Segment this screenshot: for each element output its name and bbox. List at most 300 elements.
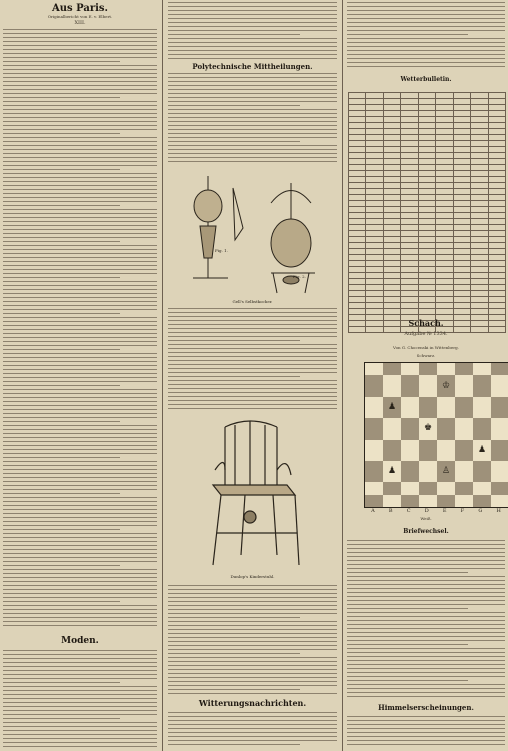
text-line [168, 404, 337, 405]
text-line [168, 157, 337, 158]
text-line [168, 384, 337, 385]
text-line [168, 392, 337, 393]
text-line [168, 685, 337, 686]
board-square [419, 461, 437, 482]
text-line [347, 58, 505, 59]
board-square [401, 461, 419, 482]
chess-piece: ♟ [387, 401, 397, 412]
board-square [401, 440, 419, 461]
text-line [3, 337, 157, 338]
text-line [3, 746, 157, 747]
column-polytechnic [165, 0, 340, 708]
text-line [3, 45, 157, 46]
text-line [3, 625, 157, 626]
text-line [347, 38, 505, 39]
text-line [347, 652, 505, 653]
text-line [3, 89, 157, 90]
board-square [365, 482, 383, 494]
text-line [3, 61, 120, 62]
board-square [455, 440, 473, 461]
text-line [3, 305, 157, 306]
text-line [3, 734, 157, 735]
text-line [168, 677, 337, 678]
text-line [3, 257, 157, 258]
text-line [3, 658, 157, 659]
text-line [3, 345, 157, 346]
board-square [383, 440, 401, 461]
text-line [3, 501, 157, 502]
text-line [3, 714, 157, 715]
chess-board [364, 362, 508, 508]
board-square [455, 495, 473, 507]
board-square [455, 461, 473, 482]
board-square [383, 375, 401, 396]
board-square [437, 363, 455, 375]
text-line [347, 66, 505, 67]
text-line [347, 544, 505, 545]
board-square [401, 495, 419, 507]
board-square [491, 440, 508, 461]
text-line [168, 372, 337, 373]
text-line [3, 189, 157, 190]
text-line [3, 662, 157, 663]
text-line [347, 6, 505, 7]
text-line [3, 573, 157, 574]
weather-table [348, 92, 506, 333]
text-line [3, 237, 157, 238]
text-line [3, 441, 157, 442]
text-line [3, 690, 157, 691]
board-square [419, 440, 437, 461]
text-line [3, 333, 157, 334]
text-line [3, 269, 157, 270]
text-line [168, 716, 337, 717]
text-line [3, 85, 157, 86]
text-line [3, 169, 120, 170]
text-line [3, 201, 157, 202]
text-line [3, 585, 157, 586]
text-line [347, 572, 468, 573]
text-line [3, 401, 157, 402]
text-line [3, 666, 157, 667]
text-line [347, 624, 505, 625]
text-line [3, 57, 157, 58]
text-line [168, 356, 337, 357]
text-line [347, 672, 505, 673]
text-line [3, 157, 157, 158]
chess-piece: ♟ [387, 466, 397, 477]
board-square [455, 482, 473, 494]
text-line [3, 730, 157, 731]
text-line [3, 413, 157, 414]
text-line [3, 233, 157, 234]
white-label: Weiß. [420, 516, 432, 521]
text-line [3, 445, 157, 446]
text-line [168, 10, 337, 11]
board-square [365, 363, 383, 375]
file-label: G [478, 508, 483, 514]
text-line [168, 50, 337, 51]
text-line [347, 688, 505, 689]
text-line [3, 377, 157, 378]
text-line [3, 293, 157, 294]
text-line [3, 253, 157, 254]
text-line [168, 328, 337, 329]
text-line [347, 548, 505, 549]
text-line [168, 344, 337, 345]
text-line [3, 49, 157, 50]
text-line [3, 726, 157, 727]
text-line [168, 408, 337, 409]
text-line [3, 261, 157, 262]
text-line [3, 541, 157, 542]
text-line [168, 133, 337, 134]
text-line [3, 694, 157, 695]
text-line [168, 396, 337, 397]
weather-bulletin-heading: Wetterbulletin. [400, 76, 452, 83]
text-line [168, 645, 337, 646]
text-line [168, 621, 337, 622]
text-line [3, 682, 120, 683]
text-line [347, 18, 505, 19]
text-line [3, 149, 157, 150]
text-line [3, 285, 157, 286]
text-line [347, 14, 505, 15]
text-line [168, 388, 337, 389]
text-line [168, 153, 337, 154]
board-file-labels [364, 508, 508, 514]
board-square [365, 440, 383, 461]
text-line [3, 209, 157, 210]
text-line [3, 281, 157, 282]
text-line [3, 485, 157, 486]
board-square [491, 461, 508, 482]
text-line [347, 584, 505, 585]
chair-article-text [165, 585, 340, 697]
text-line [3, 353, 157, 354]
column-divider [162, 0, 163, 751]
text-line [168, 54, 337, 55]
text-line [3, 177, 157, 178]
text-line [3, 289, 157, 290]
text-line [3, 309, 157, 310]
board-square [473, 363, 491, 375]
text-line [347, 26, 505, 27]
kinderstuhl-illustration [195, 415, 305, 570]
text-line [3, 437, 157, 438]
text-line [3, 565, 120, 566]
text-line [168, 113, 337, 114]
text-line [168, 340, 300, 341]
text-line [3, 297, 157, 298]
text-line [347, 744, 505, 745]
text-line [3, 73, 157, 74]
text-line [168, 141, 300, 142]
chess-piece: ♟ [477, 444, 487, 455]
board-square [437, 482, 455, 494]
board-square [401, 363, 419, 375]
board-square [455, 363, 473, 375]
text-line [3, 161, 157, 162]
text-line [3, 273, 157, 274]
file-label: F [460, 508, 465, 514]
text-line [3, 181, 157, 182]
text-line [3, 722, 157, 723]
text-line [3, 213, 157, 214]
chess-piece: ♔ [441, 380, 451, 391]
text-line [168, 649, 337, 650]
text-line [347, 668, 505, 669]
board-square [365, 397, 383, 418]
text-line [168, 657, 337, 658]
text-line [347, 30, 505, 31]
board-square [473, 375, 491, 396]
text-line [347, 736, 505, 737]
correspondence-text [344, 540, 508, 700]
text-line [168, 693, 337, 694]
text-line [3, 69, 157, 70]
text-line [347, 664, 505, 665]
text-line [347, 732, 505, 733]
text-line [3, 245, 157, 246]
celestial-heading: Himmelserscheinungen. [378, 703, 474, 712]
text-line [3, 37, 157, 38]
text-line [168, 129, 337, 130]
text-line [3, 601, 120, 602]
text-line [347, 660, 505, 661]
board-square [419, 482, 437, 494]
text-line [3, 165, 157, 166]
text-line [168, 34, 300, 35]
text-line [3, 153, 157, 154]
text-line [168, 58, 337, 59]
column-divider [342, 0, 343, 751]
text-line [3, 221, 157, 222]
board-square [473, 440, 491, 461]
text-line [3, 137, 157, 138]
text-line [168, 681, 337, 682]
chess-piece: ♙ [441, 466, 451, 477]
text-line [3, 477, 157, 478]
text-line [347, 656, 505, 657]
text-line [347, 716, 505, 717]
text-line [3, 33, 157, 34]
text-line [3, 698, 157, 699]
text-line [347, 632, 505, 633]
board-square [383, 397, 401, 418]
board-square [419, 495, 437, 507]
text-line [3, 597, 157, 598]
board-square [491, 482, 508, 494]
text-line [3, 357, 157, 358]
text-line [3, 93, 157, 94]
text-line [347, 22, 505, 23]
board-square [473, 418, 491, 439]
text-line [347, 576, 505, 577]
text-line [3, 313, 120, 314]
text-line [168, 380, 337, 381]
text-line [3, 674, 157, 675]
text-line [347, 692, 505, 693]
file-label: E [442, 508, 447, 514]
text-line [168, 352, 337, 353]
text-line [347, 604, 505, 605]
board-square [455, 418, 473, 439]
file-label: B [388, 508, 393, 514]
text-line [3, 738, 157, 739]
text-line [3, 173, 157, 174]
board-square [473, 482, 491, 494]
text-line [3, 521, 157, 522]
text-line [3, 321, 157, 322]
text-line [347, 696, 505, 697]
text-line [347, 724, 505, 725]
text-line [168, 732, 337, 733]
text-line [168, 73, 337, 74]
board-square [365, 375, 383, 396]
text-line [168, 14, 337, 15]
board-square [473, 397, 491, 418]
text-line [347, 540, 505, 541]
polytechnic-heading: Polytechnische Mittheilungen. [192, 62, 313, 71]
text-line [168, 637, 337, 638]
moden-article-text [0, 650, 160, 750]
board-square [365, 418, 383, 439]
text-line [347, 560, 505, 561]
text-line [347, 556, 505, 557]
text-line [3, 349, 120, 350]
board-square [473, 461, 491, 482]
text-line [3, 569, 157, 570]
text-line [3, 561, 157, 562]
text-line [347, 648, 505, 649]
text-line [168, 109, 337, 110]
text-line [3, 517, 157, 518]
text-line [3, 621, 157, 622]
text-line [168, 360, 337, 361]
text-line [168, 30, 337, 31]
text-line [168, 336, 337, 337]
text-line [3, 53, 157, 54]
text-line [3, 417, 157, 418]
text-line [168, 689, 300, 690]
text-line [3, 109, 157, 110]
text-line [168, 673, 337, 674]
text-line [3, 497, 157, 498]
text-line [168, 720, 337, 721]
text-line [168, 81, 337, 82]
text-line [3, 265, 157, 266]
board-square [437, 461, 455, 482]
text-line [3, 457, 120, 458]
file-label: C [406, 508, 411, 514]
text-line [347, 684, 505, 685]
weather-news-heading: Witterungsnachrichten. [198, 698, 307, 708]
text-line [3, 117, 157, 118]
board-square [491, 375, 508, 396]
text-line [347, 50, 505, 51]
text-line [168, 597, 337, 598]
text-line [3, 125, 157, 126]
text-line [3, 185, 157, 186]
text-line [168, 661, 337, 662]
text-line [168, 38, 337, 39]
text-line [168, 605, 337, 606]
correspondence-heading: Briefwechsel. [403, 528, 449, 535]
board-square [419, 418, 437, 439]
text-line [168, 669, 337, 670]
text-line [347, 628, 505, 629]
text-line [3, 373, 157, 374]
text-line [3, 473, 157, 474]
column-paris [0, 0, 160, 646]
figure-group-caption: Gell's Selbstkocher. [232, 299, 273, 304]
polytechnic-body-text [165, 308, 340, 412]
text-line [3, 461, 157, 462]
text-line [3, 361, 157, 362]
board-square [383, 418, 401, 439]
text-line [168, 744, 300, 745]
text-line [168, 324, 337, 325]
text-line [3, 678, 157, 679]
file-label: D [424, 508, 429, 514]
text-line [168, 77, 337, 78]
text-line [3, 654, 157, 655]
text-line [3, 421, 120, 422]
text-line [3, 329, 157, 330]
text-line [168, 161, 337, 162]
text-line [3, 193, 157, 194]
board-square [401, 418, 419, 439]
text-line [3, 341, 157, 342]
text-line [168, 740, 337, 741]
text-line [347, 608, 468, 609]
text-line [3, 742, 157, 743]
text-line [3, 557, 157, 558]
text-line [3, 325, 157, 326]
text-line [168, 46, 337, 47]
text-line [3, 121, 157, 122]
moden-heading: Moden. [61, 636, 99, 646]
paris-title: Aus Paris. [51, 3, 109, 14]
text-line [168, 712, 337, 713]
text-line [168, 18, 337, 19]
text-line [347, 588, 505, 589]
text-line [3, 505, 157, 506]
board-square [491, 363, 508, 375]
text-line [347, 2, 505, 3]
text-line [168, 42, 337, 43]
text-line [3, 393, 157, 394]
text-line [168, 617, 300, 618]
text-line [347, 720, 505, 721]
text-line [3, 609, 157, 610]
text-line [3, 317, 157, 318]
text-line [347, 740, 505, 741]
text-line [168, 105, 300, 106]
selbstkocher-illustration [173, 168, 333, 300]
text-line [3, 205, 120, 206]
board-square [383, 461, 401, 482]
text-line [168, 665, 337, 666]
text-line [347, 34, 468, 35]
top-article-text [165, 2, 340, 59]
text-line [168, 641, 337, 642]
board-square [383, 495, 401, 507]
text-line [168, 629, 337, 630]
text-line [3, 593, 157, 594]
text-line [3, 405, 157, 406]
